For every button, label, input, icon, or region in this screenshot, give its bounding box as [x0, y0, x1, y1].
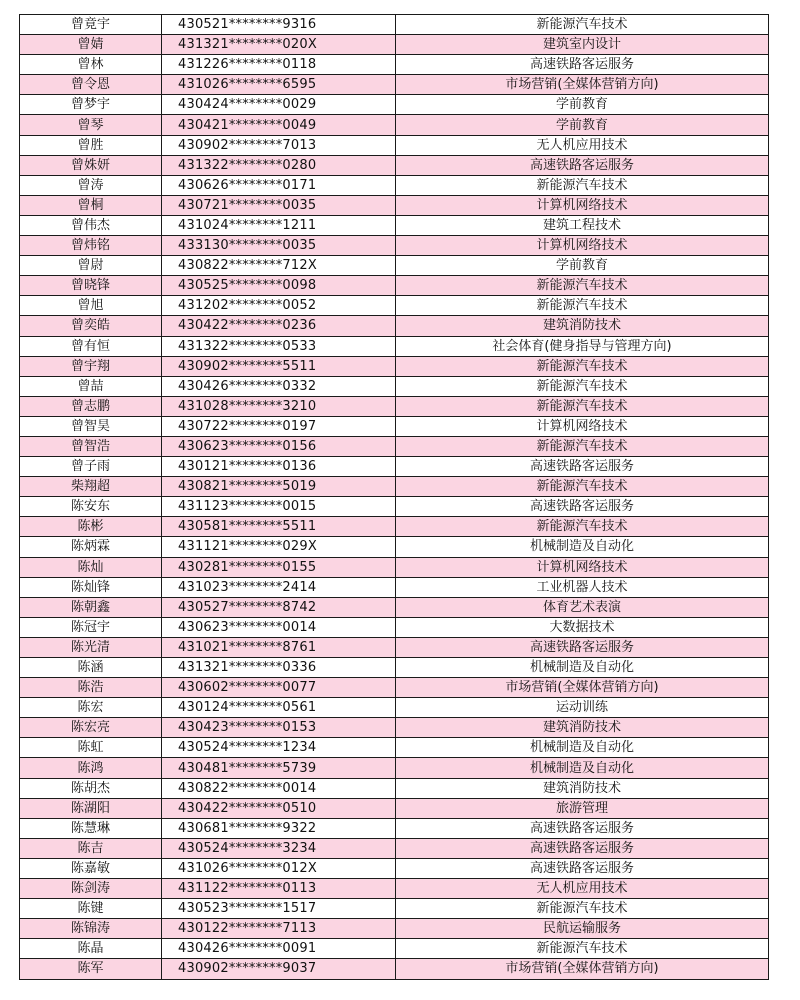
student-name-cell: 陈鸿	[20, 758, 162, 778]
table-row	[20, 75, 769, 95]
student-name-cell: 柴翔超	[20, 477, 162, 497]
student-name-cell: 陈键	[20, 899, 162, 919]
id-number-cell: 431026********6595	[162, 75, 396, 95]
id-number-cell: 430281********0155	[162, 557, 396, 577]
student-name-cell: 曾智浩	[20, 436, 162, 456]
student-name-cell: 陈炳霖	[20, 537, 162, 557]
id-number-cell: 431321********0336	[162, 658, 396, 678]
table-row	[20, 537, 769, 557]
major-cell: 新能源汽车技术	[396, 15, 769, 35]
table-row	[20, 35, 769, 55]
major-cell: 计算机网络技术	[396, 195, 769, 215]
major-cell: 体育艺术表演	[396, 597, 769, 617]
id-number-cell: 430626********0171	[162, 175, 396, 195]
table-row	[20, 959, 769, 979]
table-row	[20, 879, 769, 899]
id-number-cell: 430822********0014	[162, 778, 396, 798]
student-name-cell: 陈彬	[20, 517, 162, 537]
id-number-cell: 430121********0136	[162, 457, 396, 477]
id-number-cell: 430822********712X	[162, 256, 396, 276]
student-roster-table	[19, 14, 769, 980]
id-number-cell: 431024********1211	[162, 215, 396, 235]
student-name-cell: 陈光清	[20, 637, 162, 657]
major-cell: 计算机网络技术	[396, 236, 769, 256]
student-name-cell: 曾竟宇	[20, 15, 162, 35]
id-number-cell: 430421********0049	[162, 115, 396, 135]
major-cell: 学前教育	[396, 95, 769, 115]
id-number-cell: 430523********1517	[162, 899, 396, 919]
id-number-cell: 430124********0561	[162, 698, 396, 718]
student-name-cell: 曾旭	[20, 296, 162, 316]
student-name-cell: 曾喆	[20, 376, 162, 396]
student-name-cell: 陈灿	[20, 557, 162, 577]
table-row	[20, 778, 769, 798]
table-row	[20, 95, 769, 115]
id-number-cell: 430422********0236	[162, 316, 396, 336]
major-cell: 计算机网络技术	[396, 416, 769, 436]
major-cell: 新能源汽车技术	[396, 276, 769, 296]
major-cell: 高速铁路客运服务	[396, 818, 769, 838]
student-name-cell: 陈涵	[20, 658, 162, 678]
id-number-cell: 431322********0533	[162, 336, 396, 356]
major-cell: 新能源汽车技术	[396, 477, 769, 497]
major-cell: 新能源汽车技术	[396, 376, 769, 396]
table-row	[20, 577, 769, 597]
major-cell: 市场营销(全媒体营销方向)	[396, 959, 769, 979]
major-cell: 新能源汽车技术	[396, 436, 769, 456]
major-cell: 无人机应用技术	[396, 879, 769, 899]
major-cell: 高速铁路客运服务	[396, 838, 769, 858]
major-cell: 学前教育	[396, 256, 769, 276]
id-number-cell: 430902********5511	[162, 356, 396, 376]
major-cell: 高速铁路客运服务	[396, 497, 769, 517]
id-number-cell: 430681********9322	[162, 818, 396, 838]
table-row	[20, 256, 769, 276]
table-row	[20, 436, 769, 456]
id-number-cell: 430722********0197	[162, 416, 396, 436]
major-cell: 民航运输服务	[396, 919, 769, 939]
major-cell: 新能源汽车技术	[396, 356, 769, 376]
table-row	[20, 497, 769, 517]
table-row	[20, 557, 769, 577]
id-number-cell: 431026********012X	[162, 858, 396, 878]
id-number-cell: 430524********3234	[162, 838, 396, 858]
major-cell: 建筑消防技术	[396, 718, 769, 738]
table-row	[20, 517, 769, 537]
student-name-cell: 陈胡杰	[20, 778, 162, 798]
major-cell: 高速铁路客运服务	[396, 457, 769, 477]
table-row	[20, 939, 769, 959]
student-name-cell: 曾智昊	[20, 416, 162, 436]
table-row	[20, 818, 769, 838]
table-row	[20, 678, 769, 698]
student-name-cell: 陈军	[20, 959, 162, 979]
id-number-cell: 430426********0091	[162, 939, 396, 959]
table-row	[20, 376, 769, 396]
student-name-cell: 曾炜铭	[20, 236, 162, 256]
major-cell: 机械制造及自动化	[396, 758, 769, 778]
id-number-cell: 431322********0280	[162, 155, 396, 175]
table-row	[20, 658, 769, 678]
table-row	[20, 316, 769, 336]
major-cell: 社会体育(健身指导与管理方向)	[396, 336, 769, 356]
major-cell: 高速铁路客运服务	[396, 858, 769, 878]
student-name-cell: 陈吉	[20, 838, 162, 858]
table-row	[20, 115, 769, 135]
table-row	[20, 798, 769, 818]
table-row	[20, 457, 769, 477]
table-row	[20, 617, 769, 637]
student-name-cell: 曾伟杰	[20, 215, 162, 235]
student-name-cell: 陈嘉敏	[20, 858, 162, 878]
major-cell: 计算机网络技术	[396, 557, 769, 577]
table-row	[20, 758, 769, 778]
id-number-cell: 431023********2414	[162, 577, 396, 597]
id-number-cell: 430524********1234	[162, 738, 396, 758]
student-name-cell: 曾尉	[20, 256, 162, 276]
major-cell: 建筑消防技术	[396, 316, 769, 336]
id-number-cell: 431122********0113	[162, 879, 396, 899]
table-row	[20, 296, 769, 316]
id-number-cell: 430821********5019	[162, 477, 396, 497]
student-name-cell: 陈朝鑫	[20, 597, 162, 617]
id-number-cell: 430423********0153	[162, 718, 396, 738]
student-name-cell: 曾胜	[20, 135, 162, 155]
table-row	[20, 215, 769, 235]
major-cell: 高速铁路客运服务	[396, 55, 769, 75]
id-number-cell: 431202********0052	[162, 296, 396, 316]
student-name-cell: 曾涛	[20, 175, 162, 195]
id-number-cell: 430422********0510	[162, 798, 396, 818]
table-row	[20, 477, 769, 497]
id-number-cell: 430721********0035	[162, 195, 396, 215]
id-number-cell: 430122********7113	[162, 919, 396, 939]
id-number-cell: 430902********9037	[162, 959, 396, 979]
student-name-cell: 曾令恩	[20, 75, 162, 95]
id-number-cell: 431123********0015	[162, 497, 396, 517]
roster-body	[20, 15, 769, 980]
student-name-cell: 陈浩	[20, 678, 162, 698]
id-number-cell: 430602********0077	[162, 678, 396, 698]
id-number-cell: 431021********8761	[162, 637, 396, 657]
major-cell: 高速铁路客运服务	[396, 155, 769, 175]
student-name-cell: 陈宏	[20, 698, 162, 718]
table-row	[20, 396, 769, 416]
major-cell: 新能源汽车技术	[396, 939, 769, 959]
student-name-cell: 曾林	[20, 55, 162, 75]
major-cell: 机械制造及自动化	[396, 738, 769, 758]
table-row	[20, 698, 769, 718]
major-cell: 机械制造及自动化	[396, 537, 769, 557]
id-number-cell: 430902********7013	[162, 135, 396, 155]
major-cell: 新能源汽车技术	[396, 517, 769, 537]
id-number-cell: 431226********0118	[162, 55, 396, 75]
student-name-cell: 陈宏亮	[20, 718, 162, 738]
student-name-cell: 陈虹	[20, 738, 162, 758]
student-name-cell: 曾宇翔	[20, 356, 162, 376]
table-row	[20, 597, 769, 617]
major-cell: 工业机器人技术	[396, 577, 769, 597]
student-name-cell: 曾姝妍	[20, 155, 162, 175]
table-row	[20, 336, 769, 356]
student-name-cell: 陈剑涛	[20, 879, 162, 899]
major-cell: 建筑工程技术	[396, 215, 769, 235]
table-row	[20, 637, 769, 657]
table-row	[20, 195, 769, 215]
major-cell: 新能源汽车技术	[396, 899, 769, 919]
id-number-cell: 433130********0035	[162, 236, 396, 256]
table-row	[20, 738, 769, 758]
major-cell: 建筑消防技术	[396, 778, 769, 798]
table-row	[20, 236, 769, 256]
table-row	[20, 416, 769, 436]
id-number-cell: 430525********0098	[162, 276, 396, 296]
student-name-cell: 陈锦涛	[20, 919, 162, 939]
table-row	[20, 919, 769, 939]
student-name-cell: 陈冠宇	[20, 617, 162, 637]
student-name-cell: 陈慧琳	[20, 818, 162, 838]
id-number-cell: 430424********0029	[162, 95, 396, 115]
table-row	[20, 15, 769, 35]
table-row	[20, 899, 769, 919]
major-cell: 新能源汽车技术	[396, 396, 769, 416]
table-row	[20, 838, 769, 858]
table-row	[20, 175, 769, 195]
table-row	[20, 55, 769, 75]
major-cell: 大数据技术	[396, 617, 769, 637]
id-number-cell: 430581********5511	[162, 517, 396, 537]
id-number-cell: 431321********020X	[162, 35, 396, 55]
table-row	[20, 356, 769, 376]
id-number-cell: 431028********3210	[162, 396, 396, 416]
id-number-cell: 430481********5739	[162, 758, 396, 778]
id-number-cell: 431121********029X	[162, 537, 396, 557]
student-name-cell: 曾有恒	[20, 336, 162, 356]
student-name-cell: 曾梦宇	[20, 95, 162, 115]
major-cell: 机械制造及自动化	[396, 658, 769, 678]
id-number-cell: 430426********0332	[162, 376, 396, 396]
major-cell: 建筑室内设计	[396, 35, 769, 55]
student-name-cell: 曾琴	[20, 115, 162, 135]
major-cell: 市场营销(全媒体营销方向)	[396, 75, 769, 95]
student-name-cell: 陈灿锋	[20, 577, 162, 597]
student-name-cell: 曾婧	[20, 35, 162, 55]
student-name-cell: 曾桐	[20, 195, 162, 215]
id-number-cell: 430527********8742	[162, 597, 396, 617]
major-cell: 运动训练	[396, 698, 769, 718]
major-cell: 学前教育	[396, 115, 769, 135]
id-number-cell: 430521********9316	[162, 15, 396, 35]
table-row	[20, 858, 769, 878]
major-cell: 新能源汽车技术	[396, 175, 769, 195]
student-name-cell: 曾志鹏	[20, 396, 162, 416]
student-name-cell: 陈晶	[20, 939, 162, 959]
major-cell: 高速铁路客运服务	[396, 637, 769, 657]
major-cell: 无人机应用技术	[396, 135, 769, 155]
table-row	[20, 155, 769, 175]
student-name-cell: 陈安东	[20, 497, 162, 517]
major-cell: 旅游管理	[396, 798, 769, 818]
major-cell: 新能源汽车技术	[396, 296, 769, 316]
id-number-cell: 430623********0156	[162, 436, 396, 456]
student-name-cell: 曾子雨	[20, 457, 162, 477]
table-row	[20, 135, 769, 155]
table-row	[20, 718, 769, 738]
id-number-cell: 430623********0014	[162, 617, 396, 637]
student-name-cell: 曾奕皓	[20, 316, 162, 336]
major-cell: 市场营销(全媒体营销方向)	[396, 678, 769, 698]
student-name-cell: 曾晓锋	[20, 276, 162, 296]
student-name-cell: 陈湖阳	[20, 798, 162, 818]
table-row	[20, 276, 769, 296]
